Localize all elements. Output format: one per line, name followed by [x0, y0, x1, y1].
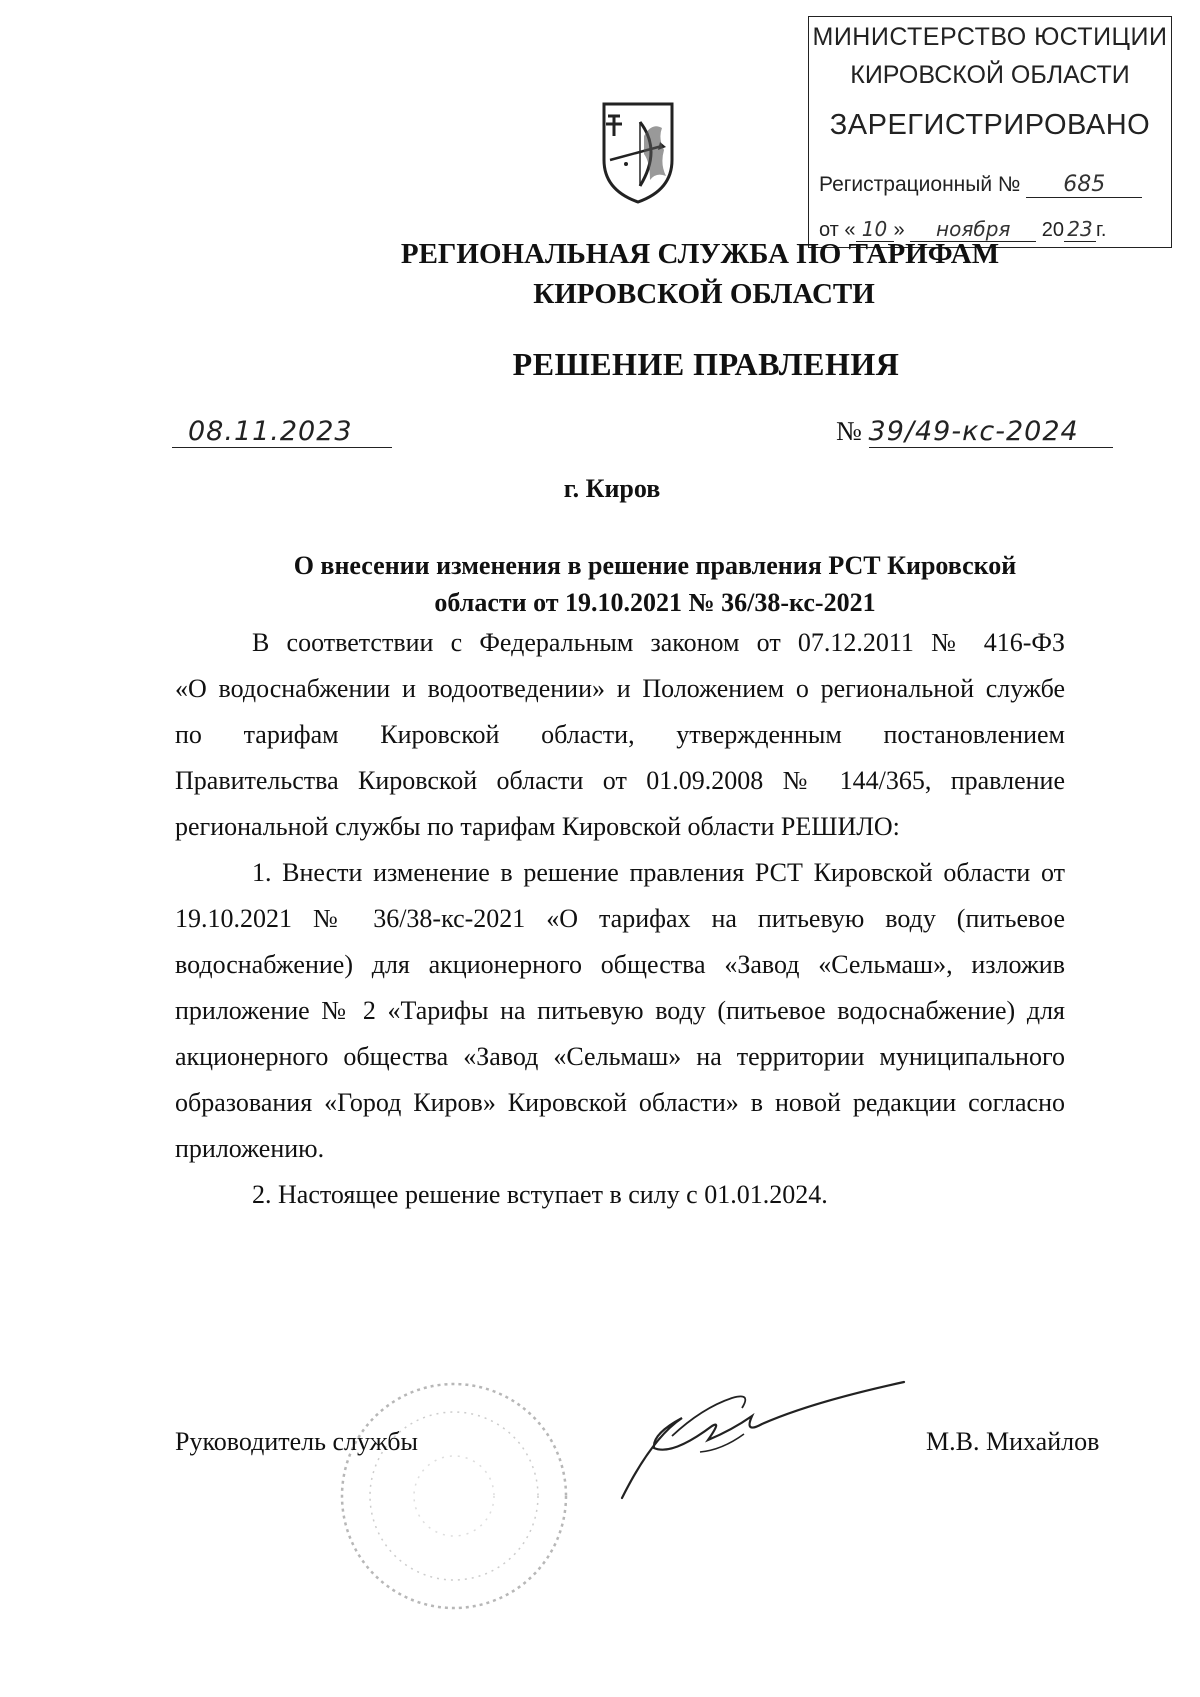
body-line: водоснабжение) для акционерного общества «Завод «Сельмаш», изложив: [175, 950, 1065, 979]
stamp-registered-line: ЗАРЕГИСТРИРОВАНО: [829, 109, 1151, 141]
body-line: приложению.: [175, 1134, 325, 1163]
round-seal-icon: [334, 1374, 574, 1618]
body-line: региональной службы по тарифам Кировской области РЕШИЛО:: [175, 812, 900, 841]
subject-line-1: О внесении изменения в решение правления РСТ Кировской: [293, 551, 1017, 580]
document-date: 08.11.2023: [172, 416, 392, 448]
body-line: В соответствии с Федеральным законом от 07.12.2011 № 416-ФЗ: [252, 628, 1065, 657]
stamp-reg-label: Регистрационный №: [819, 173, 1021, 196]
document-number-row: [836, 416, 1113, 448]
body-line: по тарифам Кировской области, утвержденным постановлением: [175, 720, 1065, 749]
signatory-title: Руководитель службы: [175, 1427, 418, 1456]
stamp-year-prefix: 20: [1041, 219, 1065, 241]
subject-line-2: области от 19.10.2021 № 36/38-кс-2021: [434, 588, 876, 617]
body-line: 2. Настоящее решение вступает в силу с 01.01.2024.: [252, 1180, 828, 1209]
stamp-reg-number-row: [819, 172, 1142, 198]
stamp-date-month: ноября: [910, 217, 1036, 242]
body-line: 19.10.2021 № 36/38-кс-2021 «О тарифах на питьевую воду (питьевое: [175, 904, 1065, 933]
stamp-year-suffix: 23: [1064, 217, 1096, 242]
document-number: 39/49-кс-2024: [869, 416, 1113, 448]
stamp-reg-number: 685: [1026, 172, 1142, 198]
stamp-date-day: 10: [856, 217, 894, 242]
body-line: «О водоснабжении и водоотведении» и Положением о региональной службе: [175, 674, 1065, 703]
stamp-date-row: от « 10 » ноября 20 23 г.: [819, 217, 1107, 241]
org-name-line2: КИРОВСКОЙ ОБЛАСТИ: [533, 278, 875, 310]
body-line: образования «Город Киров» Кировской области» в новой редакции согласно: [175, 1088, 1065, 1117]
stamp-date-suffix: г.: [1096, 219, 1107, 241]
stamp-date-prefix: от: [819, 219, 839, 241]
registration-stamp: [808, 16, 1172, 248]
body-line: 1. Внести изменение в решение правления РСТ Кировской области от: [252, 858, 1065, 887]
number-sign: №: [836, 416, 862, 446]
org-name-line1: РЕГИОНАЛЬНАЯ СЛУЖБА ПО ТАРИФАМ: [400, 238, 1000, 270]
handwritten-signature-icon: [612, 1378, 912, 1504]
stamp-ministry-line: МИНИСТЕРСТВО ЮСТИЦИИ: [812, 23, 1168, 51]
body-line: Правительства Кировской области от 01.09.2008 № 144/365, правление: [175, 766, 1065, 795]
stamp-region-line: КИРОВСКОЙ ОБЛАСТИ: [850, 61, 1130, 89]
signatory-name: М.В. Михайлов: [926, 1427, 1100, 1456]
document-title: РЕШЕНИЕ ПРАВЛЕНИЯ: [512, 346, 900, 382]
kirov-coat-of-arms-icon: [600, 102, 676, 204]
body-line: акционерного общества «Завод «Сельмаш» на территории муниципального: [175, 1042, 1065, 1071]
city: г. Киров: [563, 474, 661, 503]
body-line: приложение № 2 «Тарифы на питьевую воду (питьевое водоснабжение) для: [175, 996, 1065, 1025]
